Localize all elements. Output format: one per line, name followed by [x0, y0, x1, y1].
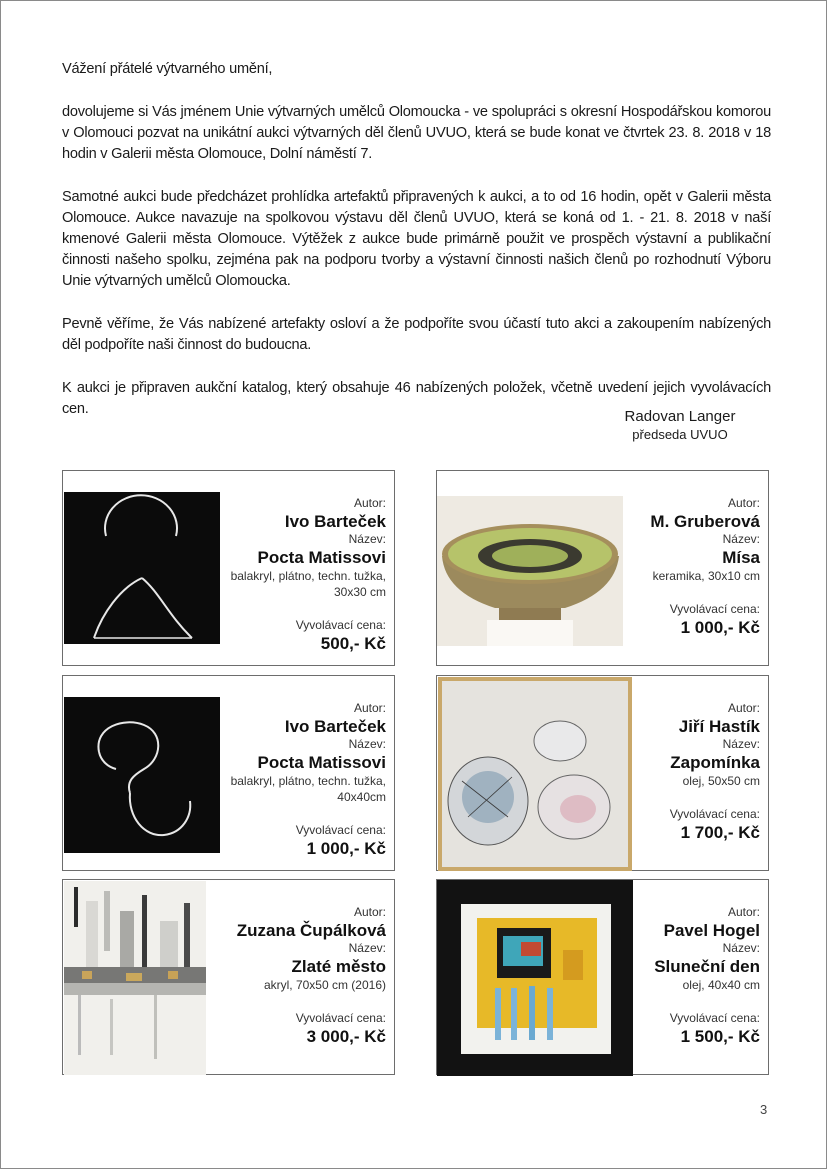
title-label: Název:: [348, 941, 386, 955]
artwork-price: 1 000,- Kč: [680, 618, 760, 637]
artwork-card[interactable]: [436, 675, 769, 871]
price-label: Vyvolávací cena:: [669, 1011, 760, 1025]
artwork-info: [226, 496, 386, 654]
letter-paragraph: dovolujeme si Vás jménem Unie výtvarných umělců Olomoucka - ve spolupráci s okresní Hospodářskou komorou v Olomouci pozvat na unikátní aukci výtvarných děl členů UVUO, která se bude konat ve čtvrtek 23. 8. 2018 v 18 hodin v Galerii města Olomouce, Dolní náměstí 7.: [62, 104, 771, 162]
title-label: Název:: [348, 737, 386, 751]
signature-role: předseda UVUO: [632, 427, 728, 442]
letter-paragraph: Pevně věříme, že Vás nabízené artefakty osloví a že podpoříte svou účastí tuto akci a zakoupením nabízených děl podpoříte naši činnost do budoucna.: [62, 316, 771, 353]
artwork-card[interactable]: [62, 879, 395, 1075]
artwork-card[interactable]: [436, 879, 769, 1075]
author-label: Autor:: [353, 905, 386, 919]
artwork-author: Ivo Barteček: [284, 512, 386, 531]
artwork-card[interactable]: [62, 675, 395, 871]
price-label: Vyvolávací cena:: [295, 1011, 386, 1025]
signature: [600, 407, 760, 443]
artwork-image-white-line-circles: [64, 492, 220, 644]
letter-paragraph: K aukci je připraven aukční katalog, který obsahuje 46 nabízených položek, včetně uvedení jejich vyvolávacích cen.: [62, 380, 771, 417]
artwork-medium: olej, 50x50 cm: [682, 774, 760, 788]
artwork-medium: akryl, 70x50 cm (2016): [263, 978, 386, 992]
title-label: Název:: [722, 532, 760, 546]
artwork-medium: balakryl, plátno, techn. tužka, 40x40cm: [230, 774, 386, 804]
greeting: Vážení přátelé výtvarného umění,: [62, 61, 273, 77]
artwork-info: [237, 905, 386, 1047]
price-label: Vyvolávací cena:: [295, 823, 386, 837]
price-label: Vyvolávací cena:: [669, 807, 760, 821]
artwork-author: Zuzana Čupálková: [236, 921, 386, 940]
author-label: Autor:: [727, 905, 760, 919]
artwork-price: 1 000,- Kč: [306, 839, 386, 858]
author-label: Autor:: [727, 496, 760, 510]
artwork-title: Pocta Matissovi: [257, 753, 386, 772]
artwork-info: [226, 701, 386, 859]
artwork-info: [654, 905, 760, 1047]
author-label: Autor:: [727, 701, 760, 715]
artwork-title: Mísa: [722, 548, 760, 567]
artwork-card[interactable]: [436, 470, 769, 666]
title-label: Název:: [348, 532, 386, 546]
artwork-image-green-bowl: [437, 496, 623, 646]
artwork-title: Pocta Matissovi: [257, 548, 386, 567]
author-label: Autor:: [353, 701, 386, 715]
invitation-letter: [62, 59, 771, 442]
price-label: Vyvolávací cena:: [669, 602, 760, 616]
artwork-author: M. Gruberová: [650, 512, 760, 531]
artwork-info: [650, 496, 760, 638]
artwork-info: [670, 701, 760, 843]
page-number: 3: [760, 1102, 768, 1117]
artwork-medium: balakryl, plátno, techn. tužka, 30x30 cm: [230, 569, 386, 599]
artwork-author: Pavel Hogel: [663, 921, 760, 940]
artwork-price: 3 000,- Kč: [306, 1027, 386, 1046]
signature-name: Radovan Langer: [624, 408, 736, 425]
artwork-title: Sluneční den: [654, 957, 760, 976]
artwork-image-abstract-city: [64, 881, 206, 1075]
artwork-title: Zlaté město: [291, 957, 386, 976]
artwork-title: Zapomínka: [670, 753, 760, 772]
artwork-image-yellow-abstract: [437, 880, 633, 1076]
artwork-image-three-stones: [438, 677, 632, 871]
artwork-medium: keramika, 30x10 cm: [652, 569, 760, 583]
artwork-price: 500,- Kč: [320, 634, 386, 653]
artwork-card[interactable]: [62, 470, 395, 666]
letter-paragraph: Samotné aukci bude předcházet prohlídka artefaktů připravených k aukci, a to od 16 hodin, opět v Galerii města Olomouce. Aukce navazuje na spolkovou výstavu děl členů UVUO, která se koná od 1. - 21. 8. 2018 v naší kmenové Galerii města Olomouce. Výtěžek z aukce bude primárně použit ve prospěch výstavní a publikační činnosti našeho spolku, zejména pak na podporu tvorby a výstavní činnosti našich členů po rozhodnutí Výboru Unie výtvarných umělců Olomoucka.: [62, 189, 771, 289]
title-label: Název:: [722, 941, 760, 955]
artwork-image-white-line-figure: [64, 697, 220, 853]
artwork-price: 1 700,- Kč: [680, 823, 760, 842]
author-label: Autor:: [353, 496, 386, 510]
title-label: Název:: [722, 737, 760, 751]
artwork-author: Jiří Hastík: [678, 717, 760, 736]
artwork-medium: olej, 40x40 cm: [682, 978, 760, 992]
artwork-author: Ivo Barteček: [284, 717, 386, 736]
price-label: Vyvolávací cena:: [295, 618, 386, 632]
artwork-price: 1 500,- Kč: [680, 1027, 760, 1046]
